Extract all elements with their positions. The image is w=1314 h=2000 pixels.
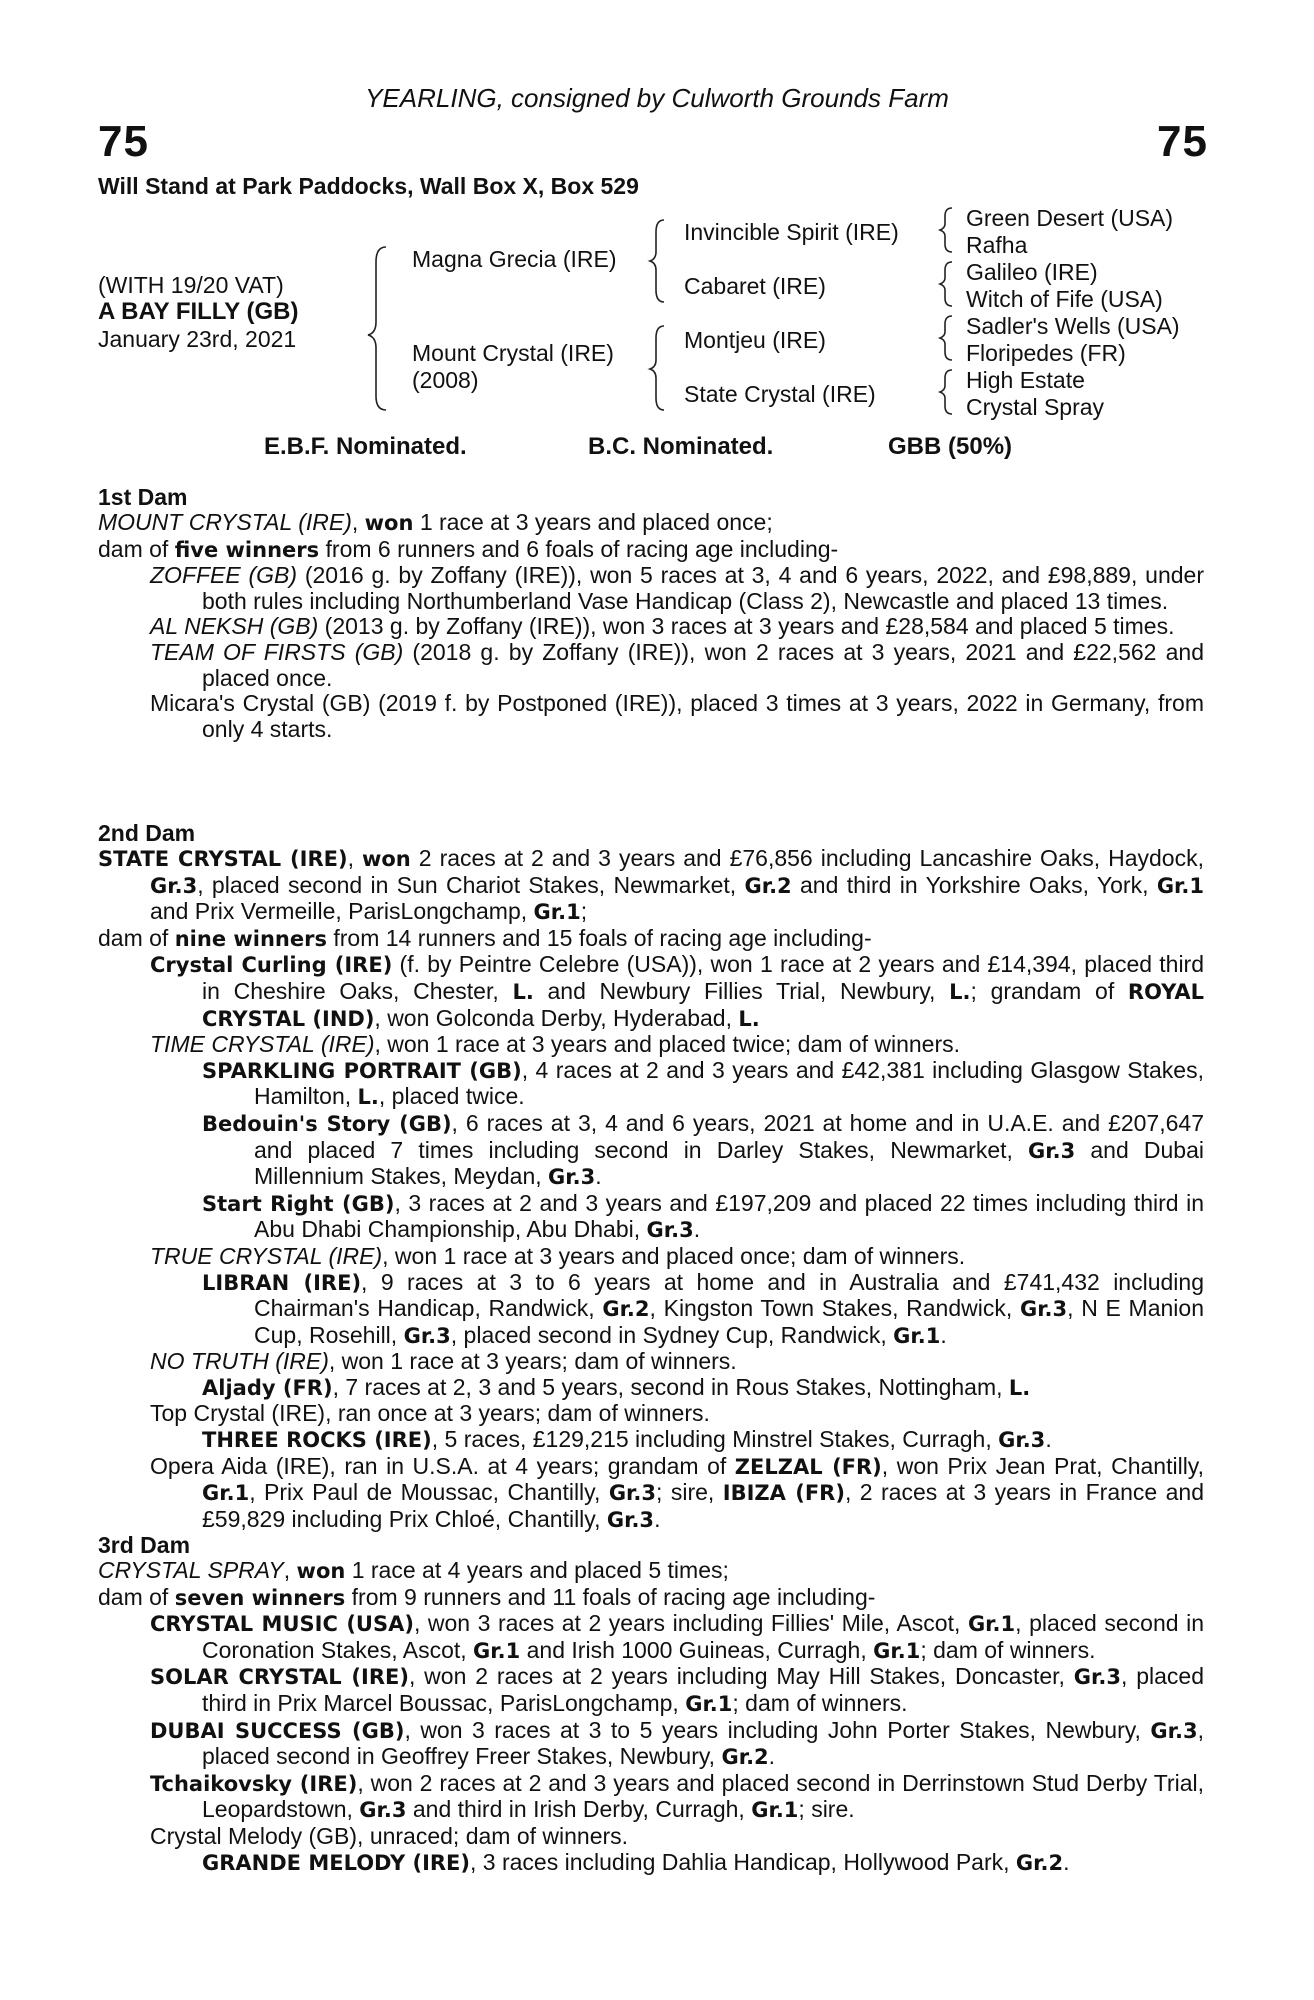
produce-al-neksh: AL NEKSH (GB) (2013 g. by Zoffany (IRE)), won 3 races at 3 years and £28,584 and placed 5 times. [150, 613, 1175, 640]
ped-ssd: Rafha [966, 232, 1028, 258]
second-dam-produce-summary: dam of nine winners from 14 runners and 15 foals of racing age including- [98, 924, 872, 951]
produce-micaras-crystal: Micara's Crystal (GB) (2019 f. by Postponed (IRE)), placed 3 times at 3 years, 2022 in Germany, from only 4 starts. [150, 690, 1204, 742]
second-dam-record: STATE CRYSTAL (IRE), won 2 races at 2 and 3 years and £76,856 including Lancashire Oaks, Haydock, Gr.3, placed second in Sun Chariot Stakes, Newmarket, Gr.2 and third in Yorkshire Oaks, York, Gr.1 and Prix Vermeille, ParisLongchamp, Gr.1; [98, 845, 1205, 925]
ped-dds: High Estate [966, 367, 1085, 393]
consignor-line: YEARLING, consigned by Culworth Grounds Farm [365, 83, 949, 113]
produce-bedouins-story: Bedouin's Story (GB), 6 races at 3, 4 and 6 years, 2021 at home and in U.A.E. and £207,647 and placed 7 times including second in Darley Stakes, Newmarket, Gr.3 and Dubai Millennium Stakes, Meydan, Gr.3. [202, 1109, 1205, 1190]
brace-dd [940, 370, 952, 414]
first-dam-produce-summary: dam of five winners from 6 runners and 6 foals of racing age including- [98, 535, 839, 562]
sire-name: Magna Grecia (IRE) [412, 246, 617, 272]
produce-top-crystal: Top Crystal (IRE), ran once at 3 years; dam of winners. [150, 1400, 710, 1427]
produce-time-crystal: TIME CRYSTAL (IRE), won 1 race at 3 years and placed twice; dam of winners. [150, 1031, 961, 1058]
brace-ds [940, 316, 952, 360]
brace-sire [650, 220, 664, 302]
first-dam-name: MOUNT CRYSTAL (IRE) [98, 509, 352, 535]
sire-sire: Invincible Spirit (IRE) [684, 219, 899, 245]
brace-dam [650, 326, 664, 410]
produce-solar-crystal: SOLAR CRYSTAL (IRE), won 2 races at 2 years including May Hill Stakes, Doncaster, Gr.3, placed third in Prix Marcel Boussac, ParisLongchamp, Gr.1; dam of winners. [150, 1663, 1204, 1716]
ped-sss: Green Desert (USA) [966, 205, 1174, 231]
ped-dss: Sadler's Wells (USA) [966, 313, 1180, 339]
produce-true-crystal: TRUE CRYSTAL (IRE), won 1 race at 3 years and placed once; dam of winners. [150, 1242, 966, 1269]
lot-number-left: 75 [98, 117, 149, 166]
ped-sdd: Witch of Fife (USA) [966, 286, 1163, 312]
produce-start-right: Start Right (GB), 3 races at 2 and 3 years and £197,209 and placed 22 times including third in Abu Dhabi Championship, Abu Dhabi, Gr.3. [202, 1189, 1205, 1243]
produce-sparkling-portrait: SPARKLING PORTRAIT (GB), 4 races at 2 and 3 years and £42,381 including Glasgow Stakes, Hamilton, L., placed twice. [202, 1056, 1204, 1110]
produce-opera-aida: Opera Aida (IRE), ran in U.S.A. at 4 years; grandam of ZELZAL (FR), won Prix Jean Prat, Chantilly, Gr.1, Prix Paul de Moussac, Chantilly, Gr.3; sire, IBIZA (FR), 2 races at 3 years in France and £59,829 including Prix Chloé, Chantilly, Gr.3. [150, 1452, 1205, 1532]
produce-zoffee: ZOFFEE (GB) (2016 g. by Zoffany (IRE)), won 5 races at 3, 4 and 6 years, 2022, and £98,889, under both rules including Northumberland Vase Handicap (Class 2), Newcastle and placed 13 times. [150, 562, 1204, 614]
gbb-note: GBB (50%) [888, 433, 1013, 460]
ped-ddd: Crystal Spray [966, 394, 1105, 420]
produce-dubai-success: DUBAI SUCCESS (GB), won 3 races at 3 to 5 years including John Porter Stakes, Newbury, Gr.3, placed second in Geoffrey Freer Stakes, Newbury, Gr.2. [150, 1716, 1204, 1770]
ebf-nomination: E.B.F. Nominated. [264, 433, 467, 460]
third-dam-heading: 3rd Dam [98, 1532, 191, 1558]
dam-dam: State Crystal (IRE) [684, 381, 876, 407]
first-dam-heading: 1st Dam [98, 484, 188, 510]
dam-year: (2008) [412, 367, 479, 393]
third-dam-record: CRYSTAL SPRAY, won 1 race at 4 years and placed 5 times; [98, 1557, 729, 1583]
sire-dam: Cabaret (IRE) [684, 273, 826, 299]
produce-three-rocks: THREE ROCKS (IRE), 5 races, £129,215 including Minstrel Stakes, Curragh, Gr.3. [202, 1426, 1052, 1453]
third-dam-produce-summary: dam of seven winners from 9 runners and 11 foals of racing age including- [98, 1583, 876, 1610]
ped-sds: Galileo (IRE) [966, 259, 1098, 285]
vat-note: (WITH 19/20 VAT) [98, 272, 284, 298]
dam-sire: Montjeu (IRE) [684, 327, 826, 353]
produce-crystal-music: CRYSTAL MUSIC (USA), won 3 races at 2 years including Fillies' Mile, Ascot, Gr.1, placed second in Coronation Stakes, Ascot, Gr.1 and Irish 1000 Guineas, Curragh, Gr.1; dam of winners. [150, 1610, 1205, 1663]
second-dam-section [98, 820, 1204, 1533]
second-dam-heading: 2nd Dam [98, 820, 196, 846]
bc-nomination: B.C. Nominated. [588, 433, 774, 460]
first-dam-record: MOUNT CRYSTAL (IRE), won 1 race at 3 years and placed once; [98, 509, 773, 535]
brace-generation-1 [368, 247, 386, 410]
horse-name: A BAY FILLY (GB) [98, 298, 299, 325]
produce-aljady: Aljady (FR), 7 races at 2, 3 and 5 years, second in Rous Stakes, Nottingham, L. [202, 1373, 1031, 1400]
produce-tchaikovsky: Tchaikovsky (IRE), won 2 races at 2 and 3 years and placed second in Derrinstown Stud Derby Trial, Leopardstown, Gr.3 and third in Irish Derby, Curragh, Gr.1; sire. [150, 1769, 1204, 1823]
produce-crystal-melody: Crystal Melody (GB), unraced; dam of winners. [150, 1822, 629, 1849]
produce-team-of-firsts: TEAM OF FIRSTS (GB) (2018 g. by Zoffany (IRE)), won 2 races at 3 years, 2021 and £22,562 and placed once. [150, 638, 1204, 691]
produce-libran: LIBRAN (IRE), 9 races at 3 to 6 years at home and in Australia and £741,432 including Chairman's Handicap, Randwick, Gr.2, Kingston Town Stakes, Randwick, Gr.3, N E Manion Cup, Rosehill, Gr.3, placed second in Sydney Cup, Randwick, Gr.1. [202, 1268, 1204, 1348]
dam-name: Mount Crystal (IRE) [412, 340, 614, 366]
horse-dob: January 23rd, 2021 [98, 326, 297, 352]
produce-grande-melody: GRANDE MELODY (IRE), 3 races including Dahlia Handicap, Hollywood Park, Gr.2. [202, 1848, 1070, 1875]
third-dam-section [98, 1532, 1204, 1876]
lot-number-right: 75 [1157, 117, 1208, 166]
brace-sd [940, 262, 952, 306]
first-dam-section [98, 484, 1204, 742]
ped-dsd: Floripedes (FR) [966, 340, 1126, 366]
produce-no-truth: NO TRUTH (IRE), won 1 race at 3 years; dam of winners. [150, 1348, 737, 1375]
stand-location: Will Stand at Park Paddocks, Wall Box X, Box 529 [98, 173, 639, 199]
brace-ss [940, 208, 952, 252]
produce-crystal-curling: Crystal Curling (IRE) (f. by Peintre Celebre (USA)), won 1 race at 2 years and £14,394, placed third in Cheshire Oaks, Chester, L. and Newbury Fillies Trial, Newbury, L.; grandam of ROYAL CRYSTAL (IND), won Golconda Derby, Hyderabad, L. [150, 951, 1205, 1031]
